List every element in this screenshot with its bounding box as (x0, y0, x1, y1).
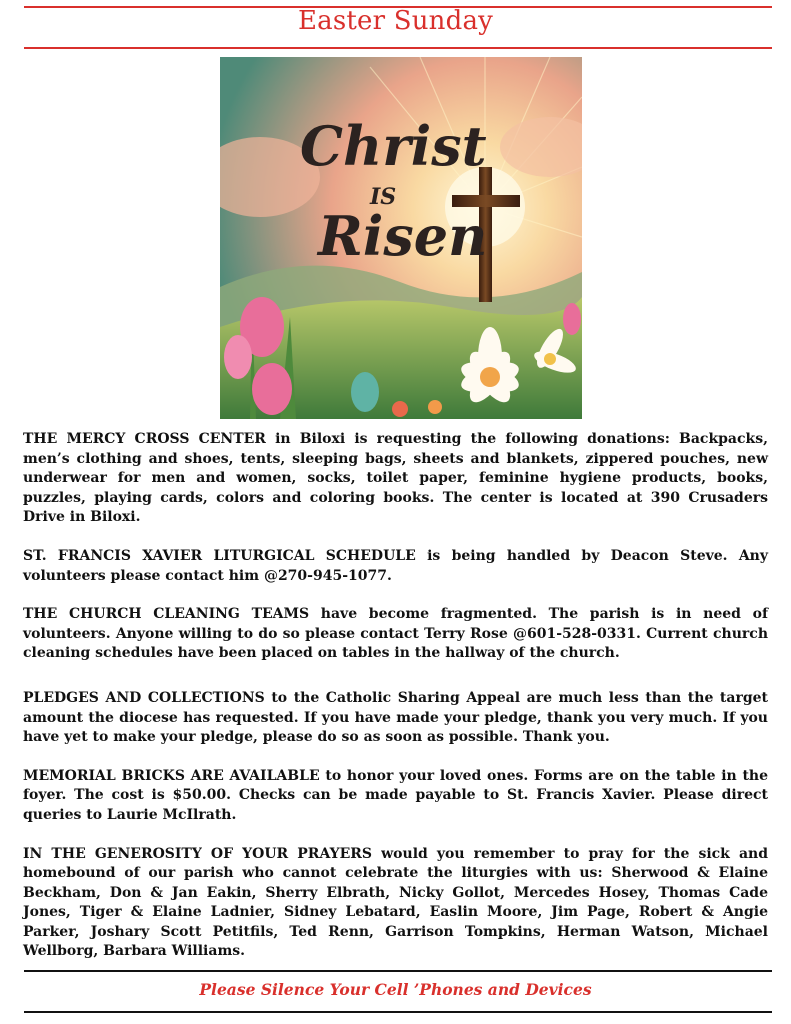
title-underline (24, 47, 772, 49)
announcement-body: is being handled by Deacon Steve. Any volunteers please contact him @270-945-1077. (23, 547, 768, 584)
announcement-lead: IN THE GENEROSITY OF YOUR PRAYERS (23, 845, 373, 862)
easter-illustration (220, 57, 582, 419)
lettering-christ: Christ (300, 114, 487, 178)
announcement-prayers (23, 845, 768, 963)
footer-notice: Please Silence Your Cell ’Phones and Devices (199, 980, 592, 999)
announcement-liturgical-schedule (23, 547, 768, 586)
announcement-body: would you remember to pray for the sick and homebound of our parish who cannot celebrate the liturgies with us: Sherwood & Elaine Beckham, Don & Jan Eakin, Sherry Elbrath, Nicky Gollot, Mercedes Hosey, Thomas Cade Jones, Tiger & Elaine Ladnier, Sidney Lebatard, Easlin Moore, Jim Page, Robert & Angie Parker, Joshary Scott Petitfils, Ted Renn, Garrison Tompkins, Herman Watson, Michael Wellborg, Barbara Williams. (23, 845, 769, 960)
footer-bottom-rule (24, 1011, 772, 1013)
footer-top-rule (24, 970, 772, 972)
announcement-memorial-bricks (23, 767, 768, 826)
announcement-lead: ST. FRANCIS XAVIER LITURGICAL SCHEDULE (23, 547, 416, 564)
page-title: Easter Sunday (297, 6, 494, 36)
announcement-body: have become fragmented. The parish is in need of volunteers. Anyone willing to do so please contact Terry Rose @601-528-0331. Current church cleaning schedules have been placed on tables in the hallway of the church. (23, 606, 768, 662)
announcements (23, 430, 768, 962)
announcement-body: in Biloxi is requesting the following donations: Backpacks, men’s clothing and shoes, tents, sleeping bags, sheets and blankets, zippered pouches, new underwear for men and women, socks, toilet paper, feminine hygiene products, books, puzzles, playing cards, colors and coloring books. The center is located at 390 Crusaders Drive in Biloxi. (23, 431, 768, 526)
announcement-lead: MEMORIAL BRICKS ARE AVAILABLE (23, 767, 320, 784)
announcement-mercy-cross (23, 430, 768, 528)
lettering-risen: Risen (318, 204, 488, 268)
announcement-lead: THE CHURCH CLEANING TEAMS (23, 606, 310, 623)
announcement-lead: THE MERCY CROSS CENTER (23, 431, 266, 447)
announcement-lead: PLEDGES AND COLLECTIONS (23, 689, 265, 706)
announcement-body: to honor your loved ones. Forms are on the table in the foyer. The cost is $50.00. Checks can be made payable to St. Francis Xavier. Please direct queries to Laurie McIlrath. (23, 767, 768, 823)
announcement-pledges (23, 689, 768, 748)
lettering-is: IS (370, 184, 397, 210)
announcement-body: to the Catholic Sharing Appeal are much less than the target amount the diocese has requested. If you have made your pledge, thank you very much. If you have yet to make your pledge, please do so as soon as possible. Thank you. (23, 689, 768, 746)
announcement-cleaning-teams (23, 605, 768, 664)
